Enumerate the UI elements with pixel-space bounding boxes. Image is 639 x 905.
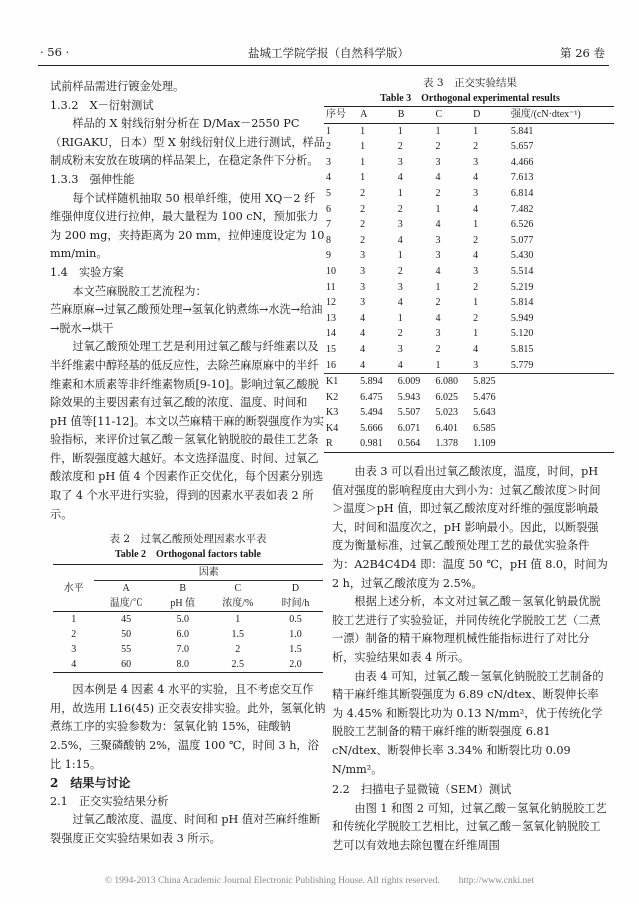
table-cell: 2 [473,141,479,153]
table-cell: 2 [473,234,479,246]
table-header-cell: 强度/(cN·dtex⁻¹) [510,109,581,120]
table-cell: 2 [397,265,403,277]
table-cell: 5.507 [397,407,421,419]
table-header-cell: pH 值 [170,598,196,610]
paragraph: 样品的 X 射线衍射分析在 D/Max－2550 PC（RIGAKU，日本）型 X 射线衍射仪上进行测试，样品制成粉末安放在玻璃的样品架上，在稳定条件下分析。 [50,117,325,168]
table-row [324,139,614,155]
table-cell: 4 [397,359,403,371]
paragraph: 本文苎麻脱胶工艺流程为： [72,284,207,298]
table-cell: 2 [235,644,241,656]
table-cell: 3 [360,265,366,277]
table-cell: 3 [435,250,441,262]
table-header-cell: 时间/h [281,598,310,610]
table-cell: R [326,438,333,450]
table-cell: 7 [326,219,331,231]
table-cell: 0.564 [397,438,421,450]
table-cell: 1.378 [435,438,458,450]
table-cell: 0.981 [360,438,383,450]
table-cell: 1.109 [473,438,496,450]
table-cell: 5.120 [510,328,534,340]
volume-label: 第 26 卷 [560,46,605,60]
section-heading-2-2: 2.2 扫描电子显微镜（SEM）测试 [332,783,512,797]
table-cell: 5.077 [510,234,534,246]
table-row [53,627,323,642]
paragraph: 由表 3 可以看出过氧乙酸浓度，温度，时间，pH 值对强度的影响程度由大到小为：过氧乙酸浓度＞时间＞温度＞pH 值，即过氧乙酸浓度对纤维的强度影响最大，时间和温度次之，pH 影响最小。因此，以断裂强度为衡量标准，过氧乙酸预处理工艺的最优实验条件为：A2B4C4D4 即：温度 50 ℃，pH 值 8.0，时间为 2 h，过氧乙酸浓度为 2.5%。 [332,465,608,590]
table-cell: 8 [326,234,331,246]
table-3 [324,106,614,453]
table-cell: 1 [360,172,366,184]
table-cell: 2 [473,281,479,293]
paragraph: 由表 4 可知，过氧乙酸－氢氧化钠脱胶工艺制备的精干麻纤维其断裂强度为 6.89 cN/dtex、断裂伸长率为 4.45% 和断裂比功为 0.13 N/mm²，优于传统化学脱胶工艺制备的精干麻纤维的断裂强度 6.81 cN/dtex、断裂伸长率 3.34% 和断裂比功 0.09 N/mm²。 [332,669,604,776]
table-cell: 2 [360,219,366,231]
table-cell: 3 [360,297,366,309]
table-summary-row [324,374,614,390]
table-cell: 3 [435,234,441,246]
table-2 [53,564,323,673]
running-header [38,43,609,66]
table-cell: 6.585 [473,422,496,434]
table-cell: 3 [397,156,403,168]
process-flow: 苎麻原麻→过氧乙酸预处理→氢氧化钠煮练→水洗→给油→脱水→烘干 [50,303,323,335]
table-row [324,155,614,171]
table-header-cell: B [179,583,187,595]
table-cell: 1 [360,125,366,137]
table-cell: 4 [71,659,77,671]
table-cell: 4 [397,297,403,309]
table-cell: 6.401 [435,422,458,434]
table-cell: 0.5 [289,614,302,626]
table-cell: 1.5 [231,629,245,641]
table-cell: 5.825 [473,376,496,388]
table-cell: 5.779 [510,359,534,371]
table-row [324,342,614,358]
table-cell: 3 [326,156,331,168]
paragraph: 每个试样随机抽取 50 根单纤维，使用 XQ－2 纤维强伸度仪进行拉伸，最大量程为 100 cN，预加张力为 200 mg，夹持距离为 20 mm，拉伸速度设定为 10 mm/min。 [50,191,325,261]
table-cell: 1 [435,125,441,137]
page-number: · 56 · [40,45,70,59]
table-cell: 11 [326,281,336,293]
table-row [53,642,323,657]
table-cell: 4 [473,343,479,355]
table-cell: 6.526 [510,219,534,231]
table-cell: 4 [435,172,441,184]
table-cell: 8.0 [176,659,189,671]
table-cell: 7.0 [176,644,189,656]
table-cell: 4 [473,250,479,262]
table-row [324,326,614,342]
table-cell: 3 [397,219,403,231]
table-header-cell: B [397,109,405,120]
right-column [326,76,608,856]
table-cell: K2 [326,391,339,403]
copyright-footer: © 1994-2013 China Academic Journal Electronic Publishing House. All rights reserved. http://www.cnki.net [104,876,535,886]
table-header-cell: A [360,109,368,120]
table-cell [509,390,614,406]
table-cell: 1 [397,250,403,262]
table-cell: 2 [326,141,331,153]
table-cell: 1 [473,125,479,137]
table-cell [509,405,614,421]
section-heading-1-3-2: 1.3.2 X－衍射测试 [50,98,154,112]
table-cell: 4 [435,265,441,277]
table-cell: 3 [71,644,77,656]
table-cell: 6.080 [435,376,458,388]
table-summary-row [324,405,614,421]
table-row [324,248,614,264]
table-cell: 2 [71,629,77,641]
table-row [324,123,614,139]
table-cell: 3 [360,250,366,262]
table-2-caption-en: Table 2 Orthogonal factors table [114,549,261,561]
paragraph: 根据上述分析，本文对过氧乙酸－氢氧化钠最优脱胶工艺进行了实验验证，并同传统化学脱胶工艺（二煮一漂）制备的精干麻物理机械性能指标进行了对比分析，实验结果如表 4 所示。 [332,595,601,664]
table-cell: 5.949 [510,312,534,324]
paragraph: 过氧乙酸浓度、温度、时间和 pH 值对苎麻纤维断裂强度正交实验结果如表 3 所示。 [50,813,321,845]
table-cell: 1.0 [289,629,302,641]
table-cell: 1 [473,328,479,340]
table-cell: 4 [473,203,479,215]
section-heading-2-1: 2.1 正交实验结果分析 [50,794,169,808]
table-cell: 4 [360,343,366,355]
table-cell: 4 [360,328,366,340]
table-cell: 1 [360,141,366,153]
table-header-cell: C [435,109,443,120]
table-cell: 50 [121,629,132,641]
table-header-cell: 浓度/% [222,598,254,610]
table-cell: 4 [435,312,441,324]
table-cell: 5.494 [360,407,383,419]
table-cell: 5.894 [360,376,383,388]
journal-title: 盐城工学院学报（自然科学版） [248,46,409,60]
table-row [324,202,614,218]
table-cell: 2.0 [289,659,302,671]
table-cell: 4 [360,359,366,371]
table-cell: 60 [121,659,132,671]
table-cell: 3 [360,281,366,293]
table-cell: K4 [326,422,339,434]
table-cell: 2 [397,203,403,215]
table-cell: 5.0 [176,614,189,626]
table-cell: 1 [235,614,241,626]
table-summary-row [324,390,614,406]
left-column [50,78,326,849]
paragraph: 由图 1 和图 2 可知，过氧乙酸－氢氧化钠脱胶工艺和传统化学脱胶工艺相比，过氧乙酸－氢氧化钠脱胶工艺可以有效地去除包覆在纤维周围 [332,801,607,852]
table-cell: 2 [360,234,366,246]
table-cell: 2 [435,141,441,153]
table-cell: 2 [435,187,441,199]
table-cell [509,374,614,390]
table-cell: 2 [435,343,441,355]
table-cell: 16 [326,359,336,371]
table-cell: 4 [397,234,403,246]
table-cell: 5.943 [397,391,421,403]
table-cell: 4 [326,172,331,184]
table-row [324,186,614,202]
table-row [324,280,614,296]
table-row [324,264,614,280]
table-cell: 5 [326,187,331,199]
table-cell: 1 [473,219,479,231]
table-cell: 3 [435,328,441,340]
table-cell: 45 [121,614,132,626]
table-cell: 6.071 [397,422,421,434]
table-cell: 1 [473,297,479,309]
table-cell: 6.475 [360,391,383,403]
table-cell: K3 [326,407,339,419]
table-header-cell: 温度/℃ [109,598,143,610]
table-cell: 4 [360,312,366,324]
table-header-cell: D [291,583,300,595]
table-cell: 6.814 [510,187,534,199]
table-cell: 1 [71,614,77,626]
table-cell: 1 [360,156,366,168]
table-header-cell: 水平 [53,565,94,612]
table-cell: 5.841 [510,125,534,137]
table-cell: 3 [473,156,479,168]
table-header-cell: A [122,583,130,595]
table-cell: 3 [473,265,479,277]
table-cell: 6.0 [176,629,189,641]
table-row [53,657,323,673]
paragraph: 试前样品需进行镀金处理。 [50,80,185,93]
table-cell: 1 [435,203,441,215]
table-cell [509,421,614,437]
table-cell: 1.5 [289,644,302,656]
section-heading-2: 2 结果与讨论 [50,776,131,791]
table-cell: 4 [435,219,441,231]
table-cell: 2 [473,312,479,324]
table-cell: 3 [435,156,441,168]
table-row [53,612,323,628]
table-cell: 4.466 [510,156,534,168]
table-summary-row [324,421,614,437]
table-header-cell: D [473,109,481,120]
paragraph: 因本例是 4 因素 4 水平的实验，且不考虑交互作用，故选用 L16(45) 正交表安排实验。此外，氢氧化钠煮练工序的实验参数为：氢氧化钠 15%，硅酸钠 2.5%，三聚磷酸钠 2%，温度 100 ℃，时间 3 h，浴比 1:15。 [50,683,326,771]
table-cell: 55 [121,644,132,656]
table-cell: 15 [326,343,336,355]
table-cell: 14 [326,328,336,340]
table-cell: 9 [326,250,331,262]
table-cell: 5.815 [510,343,534,355]
table-cell: 2 [360,187,366,199]
table-row [324,358,614,374]
table-cell: 13 [326,312,336,324]
table-cell: 6.025 [435,391,458,403]
table-cell: 5.657 [510,141,534,153]
table-2-caption: 表 2 过氧乙酸预处理因素水平表 [109,533,267,546]
table-cell: K1 [326,376,339,388]
table-cell: 1 [397,187,403,199]
table-cell: 2 [360,203,366,215]
table-cell: 7.482 [510,203,534,215]
table-cell: 1 [397,125,403,137]
table-cell: 4 [397,172,403,184]
table-summary-row [324,436,614,452]
table-cell: 2 [397,328,403,340]
table-cell: 5.814 [510,297,534,309]
table-row [324,170,614,186]
table-cell: 1 [435,359,441,371]
table-header-cell: 因素 [94,565,323,581]
section-heading-1-4: 1.4 实验方案 [50,265,124,279]
table-cell: 2 [397,141,403,153]
table-row [324,311,614,327]
table-header-cell: 序号 [326,109,346,120]
table-3-caption-en: Table 3 Orthogonal experimental results [380,93,560,104]
table-cell: 5.514 [510,265,534,277]
table-cell: 5.666 [360,422,383,434]
table-cell: 5.476 [473,391,496,403]
table-3-caption: 表 3 正交实验结果 [422,77,518,89]
table-cell: 6.009 [397,376,421,388]
table-row [324,217,614,233]
table-cell: 1 [435,281,441,293]
table-cell: 4 [473,172,479,184]
table-header-cell: C [234,583,242,595]
table-cell: 1 [326,125,331,137]
table-row [324,233,614,249]
table-cell: 5.430 [510,250,534,262]
table-cell: 3 [473,187,479,199]
table-row [324,295,614,311]
table-cell: 3 [397,343,403,355]
table-cell: 5.219 [510,281,534,293]
table-cell: 2 [435,297,441,309]
paragraph: 过氧乙酸预处理工艺是利用过氧乙酸与纤维素以及半纤维素中醇羟基的低反应性，去除苎麻原麻中的半纤维素和木质素等非纤维素物质[9-10]。影响过氧乙酸脱除效果的主要因素有过氧乙酸的浓度、温度、时间和 pH 值等[11-12]。本文以苎麻精干麻的断裂强度作为实验指标，来评价过氧乙酸－氢氧化钠脱胶的最佳工艺条件，断裂强度越大越好。本文选择温度、时间、过氧乙酸浓度和 pH 值 4 个因素作正交优化，每个因素分别选取了 4 个水平进行实验，得到的因素水平表如表 2 所示。 [50,340,325,521]
table-cell: 5.643 [473,407,496,419]
table-cell: 2.5 [231,659,245,671]
table-cell: 10 [326,265,336,277]
table-cell: 1 [397,312,403,324]
table-cell: 3 [397,281,403,293]
table-cell: 5.023 [435,407,458,419]
table-cell: 12 [326,297,336,309]
table-cell: 7.613 [510,172,534,184]
table-cell: 3 [473,359,479,371]
table-cell: 6 [326,203,331,215]
table-cell [509,436,614,452]
section-heading-1-3-3: 1.3.3 强伸性能 [50,172,135,186]
